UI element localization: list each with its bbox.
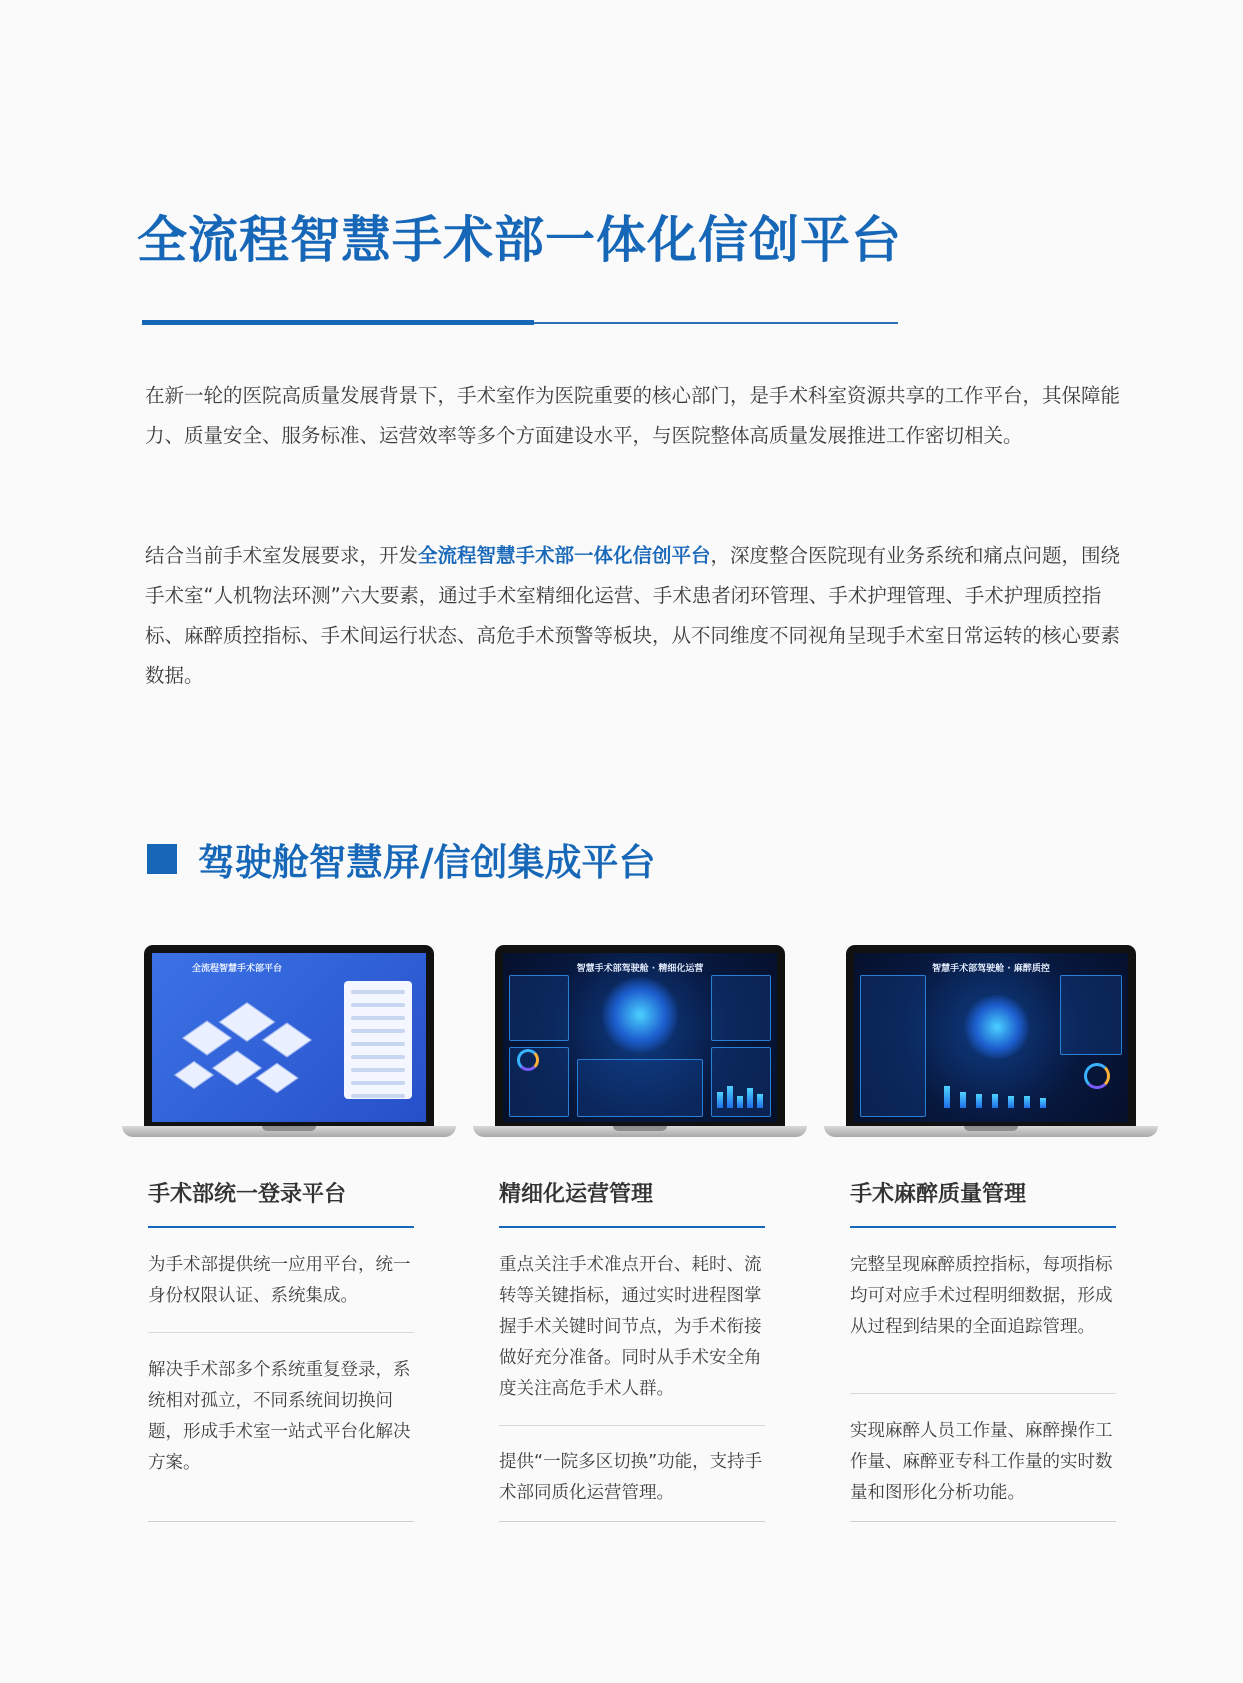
laptop-screenshot-anesthesia — [824, 945, 1158, 1141]
operations-dashboard-display — [503, 953, 777, 1122]
column-divider — [850, 1226, 1116, 1228]
intro-text: 结合当前手术室发展要求，开发 — [145, 544, 419, 567]
screen-title: 智慧手术部驾驶舱 · 麻醉质控 — [932, 964, 1050, 974]
column-title-login: 手术部统一登录平台 — [148, 1182, 347, 1207]
screen-title: 全流程智慧手术部平台 — [192, 964, 283, 974]
column-text-anesthesia-1: 完整呈现麻醉质控指标，每项指标均可对应手术过程明细数据，形成从过程到结果的全面追踪管理。 — [850, 1255, 1113, 1337]
laptop-screen — [144, 945, 434, 1128]
bar-mark — [757, 1094, 763, 1108]
section-square-icon — [147, 844, 177, 874]
bar-mark — [737, 1096, 743, 1108]
bar-mark — [992, 1094, 998, 1108]
page-title: 全流程智慧手术部一体化信创平台 — [137, 211, 902, 269]
dashboard-panel — [577, 1059, 703, 1117]
bar-mark — [1024, 1096, 1030, 1108]
bar-mark — [1008, 1096, 1014, 1108]
column-title-operations: 精细化运营管理 — [499, 1182, 654, 1207]
intro-paragraph-1: 在新一轮的医院高质量发展背景下，手术室作为医院重要的核心部门，是手术科室资源共享的工作平台，其保障能力、质量安全、服务标准、运营效率等多个方面建设水平，与医院整体高质量发展推进工作密切相关。 — [145, 384, 1121, 447]
column-text-operations-1: 重点关注手术准点开台、耗时、流转等关键指标，通过实时进程图掌握手术关键时间节点，为手术衔接做好充分准备。同时从手术安全角度关注高危手术人群。 — [499, 1255, 762, 1399]
donut-chart-icon — [517, 1049, 539, 1071]
bar-mark — [727, 1086, 733, 1108]
column-separator — [148, 1332, 414, 1333]
column-bottom-rule — [499, 1521, 765, 1522]
bar-mark — [944, 1086, 950, 1108]
bar-mark — [717, 1092, 723, 1108]
iso-block — [174, 1061, 214, 1089]
column-text-operations-2: 提供“一院多区切换”功能，支持手术部同质化运营管理。 — [499, 1452, 763, 1503]
column-separator — [499, 1425, 765, 1426]
laptop-screenshot-operations — [473, 945, 807, 1141]
login-platform-display — [152, 953, 426, 1122]
bar-mark — [1040, 1098, 1046, 1108]
title-divider-accent — [142, 320, 534, 325]
laptop-notch — [613, 1126, 667, 1131]
screen-title: 智慧手术部驾驶舱 · 精细化运营 — [576, 964, 704, 974]
laptop-screen — [846, 945, 1136, 1128]
column-title-anesthesia: 手术麻醉质量管理 — [850, 1182, 1027, 1207]
center-hologram — [962, 995, 1032, 1059]
bar-mark — [747, 1088, 753, 1108]
column-text-anesthesia-2: 实现麻醉人员工作量、麻醉操作工作量、麻醉亚专科工作量的实时数量和图形化分析功能。 — [850, 1421, 1113, 1503]
laptop-notch — [964, 1126, 1018, 1131]
dashboard-panel — [860, 975, 926, 1117]
intro-highlight: 全流程智慧手术部一体化信创平台 — [418, 544, 711, 567]
bar-mark — [976, 1094, 982, 1108]
laptop-screenshot-login — [122, 945, 456, 1141]
donut-chart-icon — [1084, 1063, 1110, 1089]
login-card — [344, 981, 412, 1099]
iso-block — [262, 1023, 312, 1058]
column-bottom-rule — [148, 1521, 414, 1522]
column-separator — [850, 1393, 1116, 1394]
iso-block — [212, 1051, 262, 1086]
anesthesia-dashboard-display — [854, 953, 1128, 1122]
column-bottom-rule — [850, 1521, 1116, 1522]
center-hologram — [599, 977, 681, 1053]
column-text-login-1: 为手术部提供统一应用平台，统一身份权限认证、系统集成。 — [148, 1255, 411, 1306]
column-divider — [499, 1226, 765, 1228]
bar-mark — [960, 1092, 966, 1108]
section-title: 驾驶舱智慧屏/信创集成平台 — [198, 841, 656, 884]
dashboard-panel — [711, 975, 771, 1041]
intro-text: ，深度整合医院现有业务系统和痛点问题，围绕手术室“人机物法环测”六大要素，通过手术室精细化运营、手术患者闭环管理、手术护理管理、手术护理质控指标、麻醉质控指标、手术间运行状态、高危手术预警等板块，从不同维度不同视角呈现手术室日常运转的核心要素数据。 — [145, 544, 1121, 687]
laptop-notch — [262, 1126, 316, 1131]
laptop-screen — [495, 945, 785, 1128]
dashboard-panel — [509, 975, 569, 1041]
column-divider — [148, 1226, 414, 1228]
dashboard-panel — [1060, 975, 1122, 1055]
intro-paragraph-2 — [145, 536, 1125, 696]
column-text-login-2: 解决手术部多个系统重复登录，系统相对孤立，不同系统间切换问题，形成手术室一站式平台化解决方案。 — [148, 1360, 411, 1473]
